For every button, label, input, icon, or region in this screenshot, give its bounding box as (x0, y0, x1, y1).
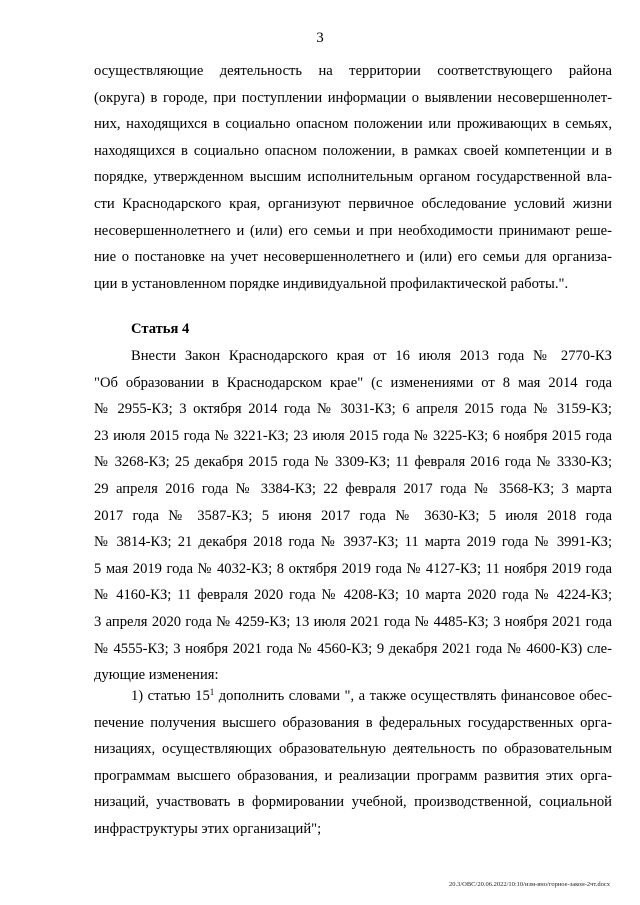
page-number: 3 (316, 30, 324, 46)
text-line: печение получения высшего образования в федеральных государственных орга- (94, 714, 612, 731)
article-paragraph (94, 343, 612, 689)
paragraph-continuation (94, 58, 612, 297)
text-line: 23 июля 2015 года № 3221-КЗ; 23 июля 2015 года № 3225-КЗ; 6 ноября 2015 года (94, 427, 612, 444)
text-line: низациях, осуществляющих образовательную деятельность по образовательным (94, 741, 612, 758)
amendment-item-1 (94, 683, 612, 843)
text-line: несовершеннолетнего и (или) его семьи и при необходимости принимают реше- (94, 222, 612, 239)
text-line: "Об образовании в Краснодарском крае" (с изменениями от 8 мая 2014 года (94, 374, 612, 391)
text-line: 29 апреля 2016 года № 3384-КЗ; 22 февраля 2017 года № 3568-КЗ; 3 марта (94, 480, 612, 497)
text-line: них, находящихся в социально опасном положении или проживающих в семьях, (94, 116, 612, 133)
text-line: порядке, утвержденном высшим исполнительным органом государственной вла- (94, 169, 612, 186)
superscript: 1 (209, 687, 215, 697)
text-line (94, 683, 612, 710)
text-line: (округа) в городе, при поступлении информации о выявлении несовершеннолет- (94, 89, 612, 106)
text-line: низаций, участвовать в формировании учебной, производственной, социальной (94, 794, 612, 811)
text-line: 3 апреля 2020 года № 4259-КЗ; 13 июля 2021 года № 4485-КЗ; 3 ноября 2021 года (94, 613, 612, 630)
text-line: дующие изменения: (94, 667, 219, 684)
document-footer: 20.3/ОВС/20.06.2022/10:10/изм-вно/горное-закон-2чт.docx (448, 881, 610, 888)
text-line: № 4555-КЗ; 3 ноября 2021 года № 4560-КЗ; 9 декабря 2021 года № 4600-КЗ) сле- (94, 640, 612, 657)
text-line: сти Краснодарского края, организуют первичное обследование условий жизни (94, 195, 612, 212)
text-line: осуществляющие деятельность на территории соответствующего района (94, 63, 612, 79)
article-heading: Статья 4 (131, 321, 190, 337)
item-text: дополнить словами ", а также осуществлять финансовое обес- (214, 688, 612, 704)
text-line: находящихся в социально опасном положении, в рамках своей компетенции и в (94, 142, 612, 159)
text-line: Внести Закон Краснодарского края от 16 июля 2013 года № 2770-КЗ (131, 348, 612, 364)
item-text: 1) статью 15 (131, 688, 210, 704)
text-line: 5 мая 2019 года № 4032-КЗ; 8 октября 2019 года № 4127-КЗ; 11 ноября 2019 года (94, 560, 612, 577)
text-line: № 3814-КЗ; 21 декабря 2018 года № 3937-КЗ; 11 марта 2019 года № 3991-КЗ; (94, 534, 612, 551)
text-line: инфраструктуры этих организаций"; (94, 820, 322, 837)
text-line: программам высшего образования, и реализации программ развития этих орга- (94, 767, 612, 784)
text-line: № 2955-КЗ; 3 октября 2014 года № 3031-КЗ; 6 апреля 2015 года № 3159-КЗ; (94, 401, 612, 418)
text-line: № 3268-КЗ; 25 декабря 2015 года № 3309-КЗ; 11 февраля 2016 года № 3330-КЗ; (94, 454, 612, 471)
text-line: № 4160-КЗ; 11 февраля 2020 года № 4208-КЗ; 10 марта 2020 года № 4224-КЗ; (94, 587, 612, 604)
text-line: 2017 года № 3587-КЗ; 5 июня 2017 года № 3630-КЗ; 5 июля 2018 года (94, 507, 612, 524)
text-line: ции в установленном порядке индивидуальной профилактической работы.". (94, 275, 569, 292)
text-line: ние о постановке на учет несовершеннолетнего и (или) его семьи для организа- (94, 249, 612, 266)
